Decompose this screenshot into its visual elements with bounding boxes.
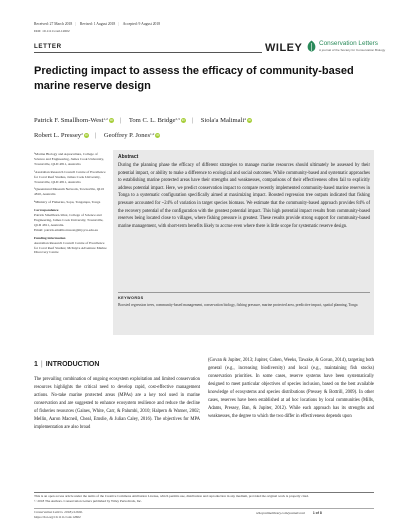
footer-right	[256, 511, 322, 515]
orcid-icon[interactable]: iD	[109, 117, 113, 122]
author[interactable]: Patrick F. Smallhorn-West$^{1,2}$ iD	[34, 117, 113, 124]
correspondence-email[interactable]: Email: patrick.smallhornwest@my.jcu.edu.au	[34, 227, 98, 232]
affiliation: ¹Marine Biology and Aquaculture, College of Science and Engineering, James Cook University, Townsville, QLD 4811, Australia	[34, 152, 104, 166]
abstract-heading: Abstract	[118, 154, 139, 160]
body-column-right: (Govan & Jupiter, 2013; Jupiter, Cohen, Weeks, Tawake, & Govan, 2014), targeting both general (e.g., increasing biodiversity) and local (e.g., maintaining fish stocks) conservation priorities. In some cases, reserve systems have been systematically designed to meet particular objectives of species inclusion, based on the best available knowledge of ecosystems and species distributions (Pressey & Bottrill, 2009). In other cases, reserves have been established at ad hoc locations by local communities (Mills, Adams, Pressey, Ban, & Jupiter, 2012). While each approach has its strengths and weaknesses, the degree to which the two differ in effectiveness depends upon	[208, 358, 374, 419]
author[interactable]: Siola'a Malimali$^4$ iD	[200, 117, 251, 124]
body-column-left: The prevailing combination of ongoing ecosystem exploitation and limited conservation resources highlights the critical need to develop rapid, cost-effective management actions. No-take marine protected areas (MPAs) are a key tool used in marine conservation and are suggested to enhance ecosystem resilience and reduce the decline of fisheries resources (Gaines, White, Carr, & Palumbi, 2010; Halpern & Warner, 2002; Mellin, Aaron Macneil, Cheal, Emslie, & Julian Caley, 2016). The objectives for MPA implementation are also broad	[34, 377, 200, 430]
affiliations	[34, 152, 108, 258]
keywords-text: Boosted regression trees, community-based management, conservation biology, fishing pressure, marine protected area, predictive impact, spatial planning, Tonga	[118, 303, 358, 307]
section-heading: 1 | INTRODUCTION	[34, 361, 100, 368]
correspondence-text: Patrick Smallhorn-West, College of Science and Engineering, James Cook University, Townsville, QLD 4811, Australia.	[34, 213, 104, 227]
doi-text: DOI: 10.1111/conl.12602	[34, 29, 70, 33]
author[interactable]: Geoffrey P. Jones$^{1,2}$ iD	[103, 132, 160, 139]
citation-block	[34, 510, 83, 519]
keywords-divider	[118, 292, 370, 293]
orcid-icon[interactable]: iD	[181, 117, 185, 122]
correspondence-heading: Correspondence	[34, 208, 59, 213]
license-note	[34, 494, 374, 504]
header-rule	[34, 52, 262, 53]
author[interactable]: Robert L. Pressey$^2$ iD	[34, 132, 88, 139]
received-date: Received: 27 March 2018	[34, 22, 73, 26]
article-type: LETTER	[34, 43, 62, 50]
author-list: Patrick F. Smallhorn-West$^{1,2}$ iD | Tom C. L. Bridge$^{2,3}$ iD | Siola'a Malimali$^4$ iD Robert L. Pressey$^2$ iD | Geoffrey P. Jones$^{1,2}$ iD	[34, 113, 374, 143]
abstract-text: During the planning phase the efficacy of different strategies to manage marine resources should ultimately be assessed by their potential impact, or ability to make a difference to ecological and social outcomes. While community-based and systematic approaches to establishing marine protected areas have their strengths and weaknesses, comparisons of their effectiveness often fail to explicitly address potential impact. Here, we predict conservation impact to compare recently implemented community-based marine reserves in Tonga to a systematic configuration specifically aimed at maximizing impact. Boosted regression tree outputs indicated that fishing pressure accounted for ~24% of variation in target species biomass. We estimate that the community-based approach provides 84% of the recovery potential of the configuration with the greatest potential impact. This high potential impact results from community-based reserves being located close to villages, where fishing pressure is greatest. These results provide strong support for community-based marine management, with short-term benefits likely to accrue even where there is little scope for systematic reserve design.	[118, 163, 370, 229]
accepted-date: Accepted: 9 August 2018	[122, 22, 161, 26]
journal-logo-icon	[306, 40, 317, 52]
article-title: Predicting impact to assess the efficacy of community-based marine reserve design	[34, 65, 354, 92]
section-number: 1	[34, 361, 38, 368]
revised-date: Revised: 1 August 2018	[79, 22, 116, 26]
journal-subtitle: A journal of the Society for Conservation Biology	[319, 48, 386, 52]
footer-rule	[34, 492, 374, 493]
keywords-heading: KEYWORDS	[118, 296, 144, 300]
affiliation: ³Queensland Museum Network, Townsville, QLD 4810, Australia	[34, 187, 104, 197]
publisher-logo: WILEY	[265, 42, 303, 54]
doi-link[interactable]: https://doi.org/10.1111/conl.12602	[34, 514, 81, 519]
funding-heading: Funding information	[34, 235, 66, 240]
citation-text: Conservation Letters. 2018;e12602.	[34, 510, 83, 514]
orcid-icon[interactable]: iD	[248, 117, 251, 122]
affiliation: ²Australian Research Council Centre of Excellence for Coral Reef Studies, James Cook University, Townsville, QLD 4811, Australia	[34, 169, 106, 184]
funding-text: Australian Research Council Centre of Excellence for Coral Reef Studies; McIntyre Adventure Marine Discovery Centre	[34, 240, 107, 255]
orcid-icon[interactable]: iD	[156, 132, 160, 137]
history-dates: Received: 27 March 2018 | Revised: 1 August 2018 | Accepted: 9 August 2018	[34, 22, 161, 26]
license-text: This is an open access article under the terms of the Creative Commons Attribution License, which permits use, distribution and reproduction in any medium, provided the original work is properly cited.	[34, 494, 309, 498]
journal-site-link[interactable]: wileyonlinelibrary.com/journal/conl	[256, 511, 305, 515]
affiliation: ⁴Ministry of Fisheries, Sopu, Tongatapu, Tonga	[34, 200, 101, 205]
orcid-icon[interactable]: iD	[84, 132, 88, 137]
author[interactable]: Tom C. L. Bridge$^{2,3}$ iD	[128, 117, 185, 124]
section-title: INTRODUCTION	[45, 361, 100, 368]
bottom-rule	[34, 508, 374, 509]
copyright-text: © 2018 The Authors. Conservation Letters published by Wiley Periodicals, Inc.	[34, 498, 142, 503]
page-number: 1 of 8	[312, 511, 322, 515]
journal-name: Conservation Letters	[319, 40, 378, 47]
